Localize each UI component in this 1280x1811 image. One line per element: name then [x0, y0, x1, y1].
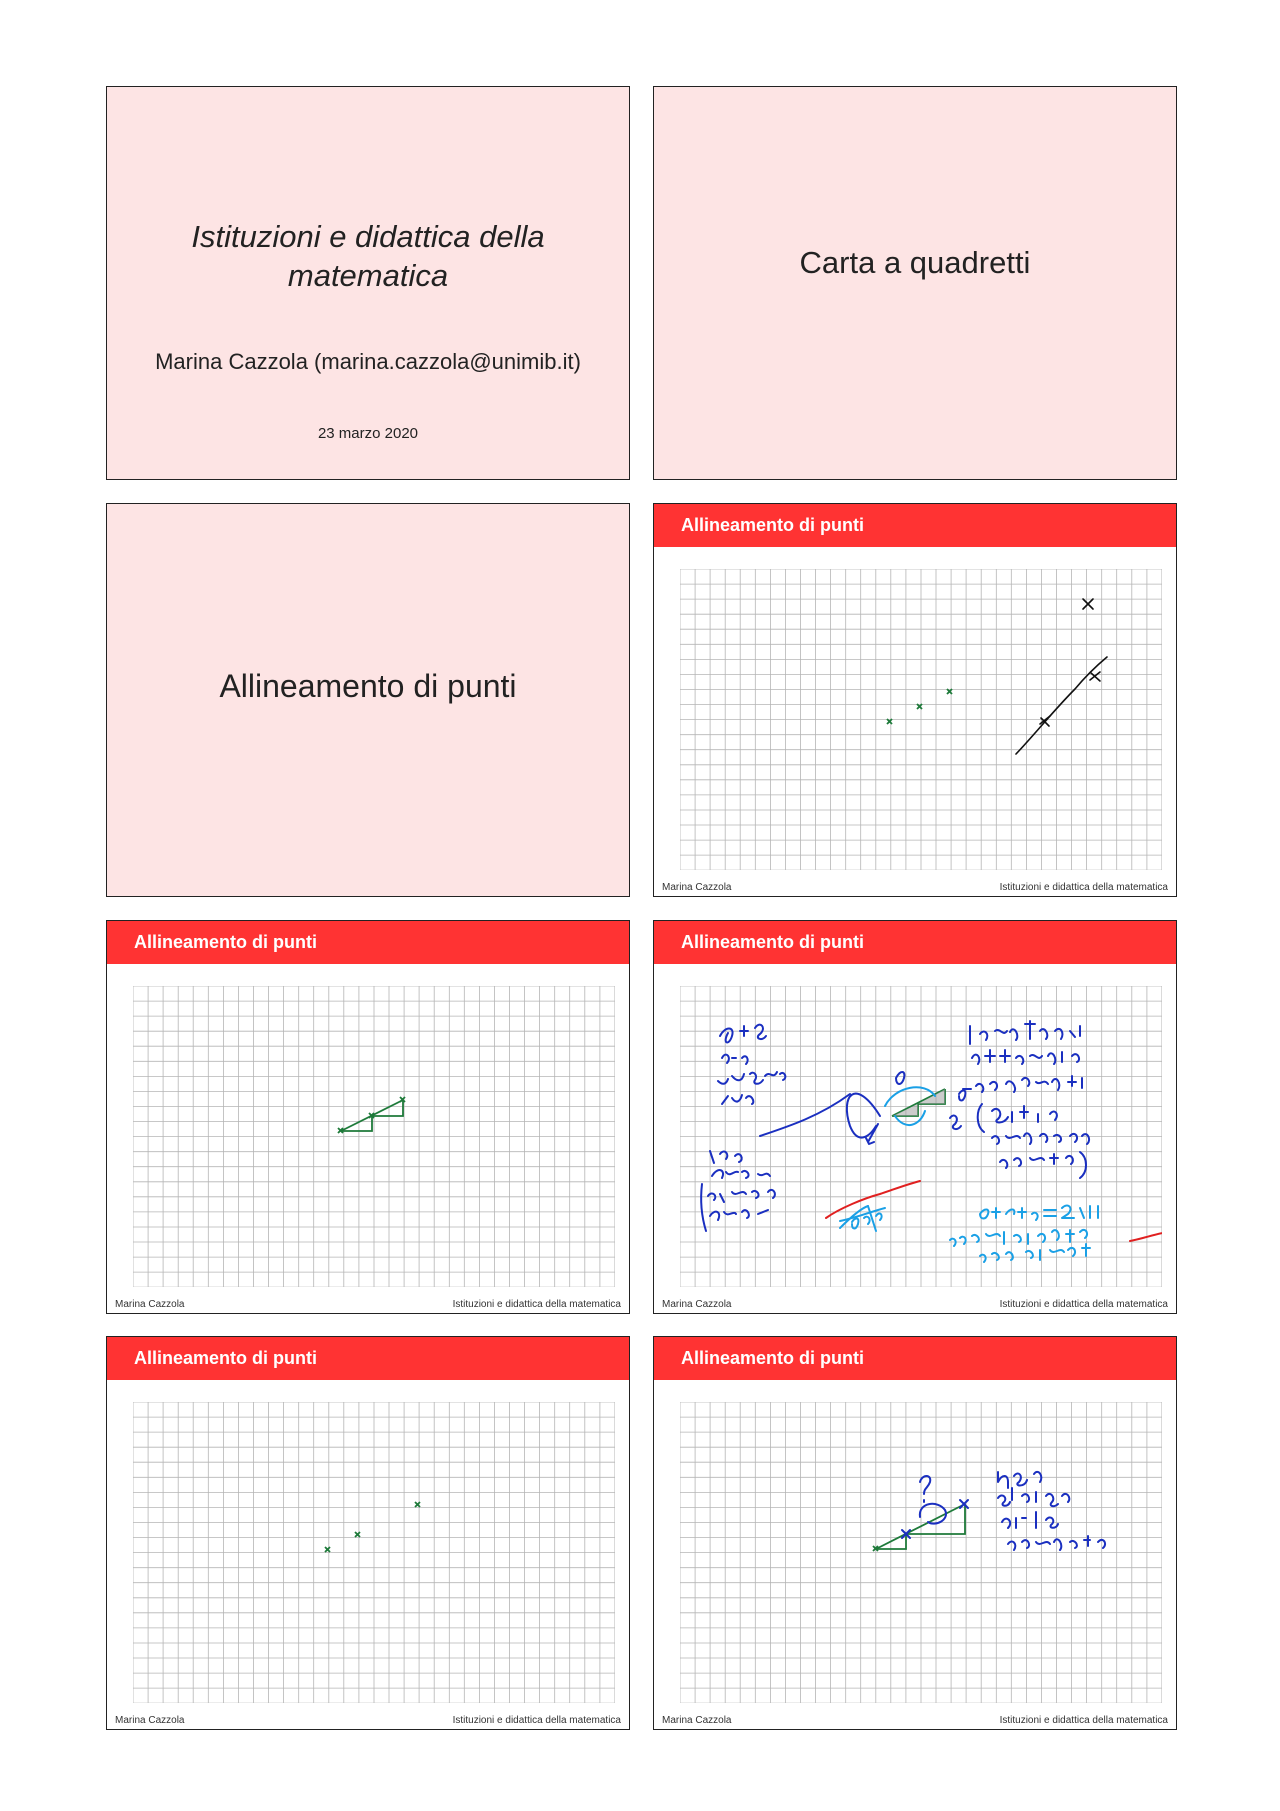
frame-header: Allineamento di punti — [654, 921, 1176, 964]
section-title: Allineamento di punti — [219, 668, 517, 704]
footer-author: Marina Cazzola — [662, 882, 732, 893]
cross-mark — [325, 1502, 420, 1552]
footer-author: Marina Cazzola — [115, 1299, 185, 1310]
frame-slide-2 — [106, 920, 630, 1314]
frame-slide-1 — [653, 503, 1177, 897]
frame-header: Allineamento di punti — [107, 921, 629, 964]
footer-course: Istituzioni e didattica della matematica — [999, 1715, 1168, 1726]
frame-slide-4 — [106, 1336, 630, 1730]
marks-overlay — [680, 569, 1162, 870]
footer-course: Istituzioni e didattica della matematica — [999, 882, 1168, 893]
presentation-date: 23 marzo 2020 — [317, 425, 419, 442]
frame-header: Allineamento di punti — [107, 1337, 629, 1380]
section-slide-carta — [653, 86, 1177, 480]
footer-course: Istituzioni e didattica della matematica — [452, 1715, 621, 1726]
marks-overlay — [133, 1402, 615, 1703]
presentation-title: Istituzioni e didattica della matematica — [191, 219, 545, 293]
handwritten-annotations — [680, 1402, 1162, 1703]
cross-mark — [887, 689, 952, 724]
frame-header: Allineamento di punti — [654, 504, 1176, 547]
handwritten-annotations — [680, 986, 1162, 1287]
section-slide-allineamento — [106, 503, 630, 897]
marks-overlay — [133, 986, 615, 1287]
frame-slide-3 — [653, 920, 1177, 1314]
footer-course: Istituzioni e didattica della matematica — [452, 1299, 621, 1310]
footer-author: Marina Cazzola — [662, 1715, 732, 1726]
frame-slide-5 — [653, 1336, 1177, 1730]
presentation-author: Marina Cazzola (marina.cazzola@unimib.it) — [155, 349, 581, 374]
footer-author: Marina Cazzola — [662, 1299, 732, 1310]
footer-course: Istituzioni e didattica della matematica — [999, 1299, 1168, 1310]
title-slide — [106, 86, 630, 480]
section-title: Carta a quadretti — [799, 245, 1031, 280]
frame-header: Allineamento di punti — [654, 1337, 1176, 1380]
footer-author: Marina Cazzola — [115, 1715, 185, 1726]
